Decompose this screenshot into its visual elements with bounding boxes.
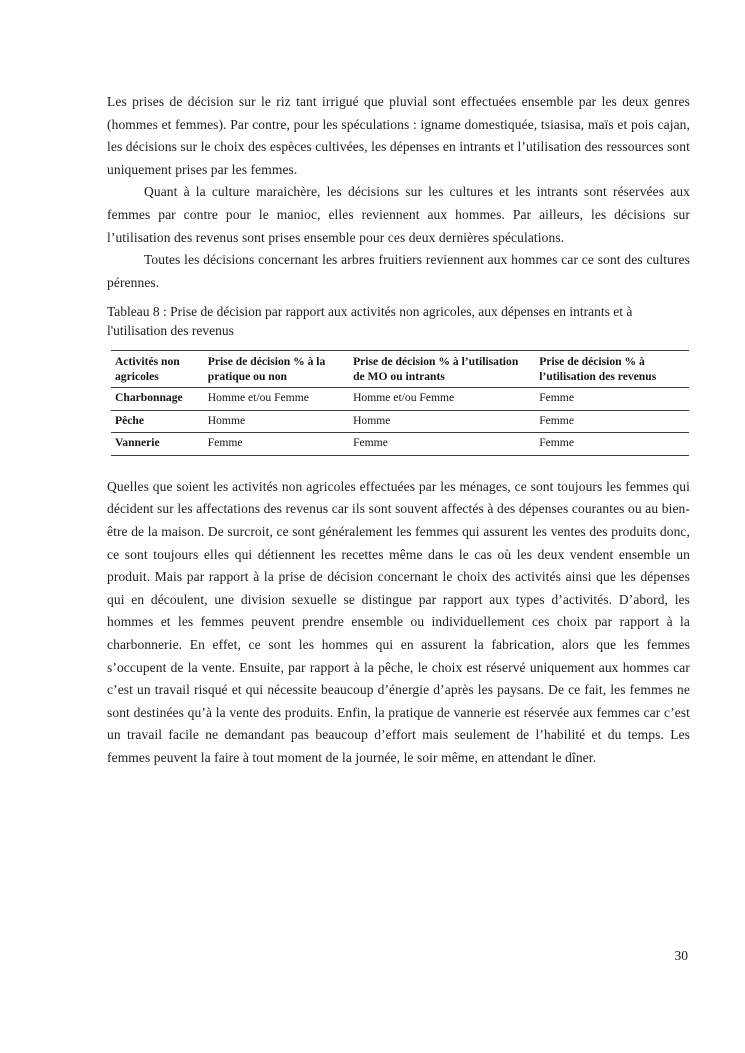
cell-mo: Femme bbox=[349, 433, 535, 456]
cell-pratique: Femme bbox=[204, 433, 349, 456]
table-header-row bbox=[111, 351, 689, 388]
paragraph-non-agricultural-activities: Quelles que soient les activités non agricoles effectuées par les ménages, ce sont toujours les femmes qui décident sur les affectations des revenus car ils sont souvent affectés à des dépenses courantes ou au bien-être de la maison. De surcroit, ce sont généralement les femmes qui assurent les ventes des produits donc, ce sont toujours elles qui détiennent les recettes même dans le cas où les deux vendent ensemble un produit. Mais par rapport à la prise de décision concernant le choix des activités ainsi que les dépenses qui en découlent, une division sexuelle se distingue par rapport aux types d’activités. D’abord, les hommes et les femmes peuvent prendre ensemble ou individuellement ces choix par rapport à la charbonnerie. En effet, ce sont les hommes qui en assurent la fabrication, alors que les femmes s’occupent de la vente. Ensuite, par rapport à la pêche, le choix est réservé uniquement aux hommes car c’est un travail risqué et qui nécessite beaucoup d’énergie d’après les paysans. De ce fait, les femmes ne sont destinées qu’à la vente des produits. Enfin, la pratique de vannerie est réservée aux femmes car c’est un travail facile ne demandant pas beaucoup d’effort mais seulement de l’habilité et du temps. Les femmes peuvent la faire à tout moment de la journée, le soir même, en attendant le dîner. bbox=[107, 478, 690, 765]
cell-activity: Pêche bbox=[111, 410, 204, 433]
cell-activity: Charbonnage bbox=[111, 388, 204, 411]
cell-revenus: Femme bbox=[535, 410, 689, 433]
cell-mo: Homme et/ou Femme bbox=[349, 388, 535, 411]
cell-revenus: Femme bbox=[535, 433, 689, 456]
table-row-charbonnage bbox=[111, 388, 689, 411]
header-utilisation-mo-intrants: Prise de décision % à l’utilisation de MO ou intrants bbox=[349, 351, 535, 388]
table-row-peche bbox=[111, 410, 689, 433]
cell-pratique: Homme et/ou Femme bbox=[204, 388, 349, 411]
page-number: 30 bbox=[674, 948, 688, 963]
decision-table bbox=[111, 350, 689, 456]
paragraph-market-gardening: Quant à la culture maraichère, les décisions sur les cultures et les intrants sont réservées aux femmes par contre pour le manioc, elles reviennent aux hommes. Par ailleurs, les décisions sur l’utilisation des revenus sont prises ensemble pour ces deux dernières spéculations. bbox=[107, 184, 690, 245]
header-activites-non-agricoles: Activités non agricoles bbox=[111, 351, 204, 388]
cell-pratique: Homme bbox=[204, 410, 349, 433]
table-caption: Tableau 8 : Prise de décision par rapport aux activités non agricoles, aux dépenses en intrants et à l'utilisation des revenus bbox=[107, 304, 633, 338]
paragraph-rice-decisions: Les prises de décision sur le riz tant irrigué que pluvial sont effectuées ensemble par les deux genres (hommes et femmes). Par contre, pour les spéculations : igname domestiquée, tsiasisa, maïs et pois cajan, les décisions sur le choix des espèces cultivées, les dépenses en intrants et l’utilisation des ressources sont uniquement prises par les femmes. bbox=[107, 94, 690, 177]
cell-activity: Vannerie bbox=[111, 433, 204, 456]
cell-mo: Homme bbox=[349, 410, 535, 433]
cell-revenus: Femme bbox=[535, 388, 689, 411]
paragraph-fruit-trees: Toutes les décisions concernant les arbres fruitiers reviennent aux hommes car ce sont des cultures pérennes. bbox=[107, 252, 690, 290]
header-pratique-ou-non: Prise de décision % à la pratique ou non bbox=[204, 351, 349, 388]
header-utilisation-revenus: Prise de décision % à l’utilisation des revenus bbox=[535, 351, 689, 388]
table-row-vannerie bbox=[111, 433, 689, 456]
